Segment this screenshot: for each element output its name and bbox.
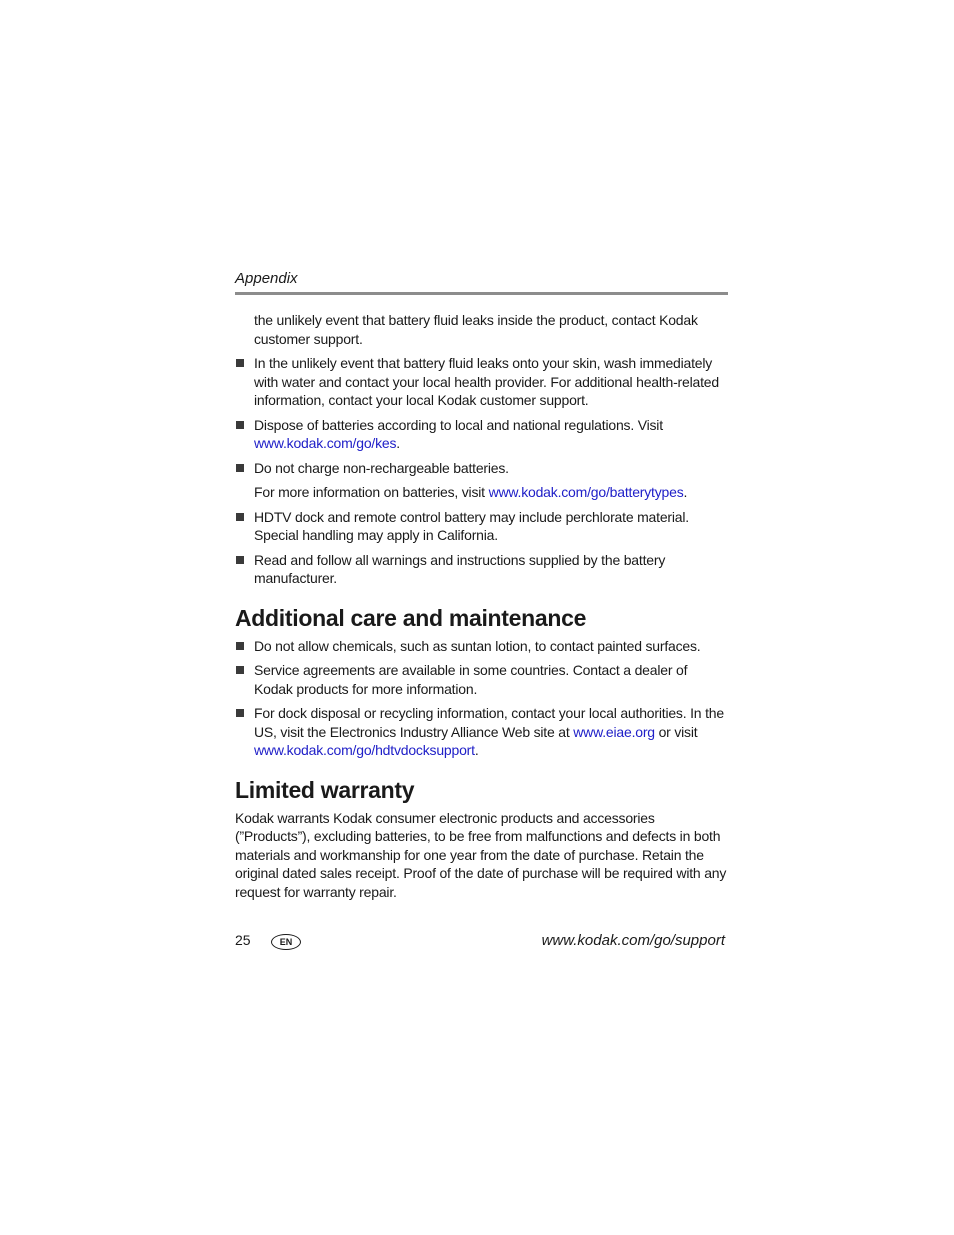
square-bullet-icon: [236, 556, 244, 564]
document-page: [235, 268, 728, 901]
list-item: [235, 354, 728, 410]
header-rule: [235, 292, 728, 295]
care-bullet-list: [235, 637, 728, 760]
list-item: [235, 508, 728, 545]
list-item: [235, 637, 728, 656]
list-item-text-middle: or visit: [654, 723, 698, 740]
battery-bullet-list: [235, 354, 728, 477]
list-item-text-end: .: [396, 435, 400, 451]
square-bullet-icon: [236, 464, 244, 472]
page-footer: [235, 930, 725, 954]
list-item-text: HDTV dock and remote control battery may include perchlorate material. Special handling may apply in California.: [254, 508, 689, 543]
warranty-paragraph: Kodak warrants Kodak consumer electronic products and accessories (”Products”), excluding batteries, to be free from malfunctions and defects in both materials and workmanship for one year from the date of purchase. Retain the original dated sales receipt. Proof of the date of purchase will be required with any request for warranty repair.: [235, 809, 727, 900]
battery-info-paragraph: [254, 483, 728, 502]
list-item-text: For dock disposal or recycling information, contact your local authorities. In the US, visit the Electronics Industry Alliance Web site at: [254, 705, 724, 740]
square-bullet-icon: [236, 642, 244, 650]
list-item-text: Do not charge non-rechargeable batteries.: [254, 459, 509, 476]
kes-link[interactable]: www.kodak.com/go/kes: [254, 435, 397, 451]
language-badge-icon: EN: [271, 934, 301, 950]
warranty-heading: Limited warranty: [235, 776, 415, 803]
list-item: [235, 704, 728, 760]
battery-info-text: For more information on batteries, visit: [254, 484, 489, 500]
square-bullet-icon: [236, 421, 244, 429]
list-item: [235, 661, 728, 698]
battery-info-text-end: .: [683, 484, 688, 500]
list-item-text: Read and follow all warnings and instructions supplied by the battery manufacturer.: [254, 551, 666, 586]
continuation-paragraph: the unlikely event that battery fluid leaks inside the product, contact Kodak customer support.: [254, 312, 698, 347]
battery-bullet-list-2: [235, 508, 728, 588]
list-item-text: Dispose of batteries according to local and national regulations. Visit: [254, 416, 663, 433]
batterytypes-link[interactable]: www.kodak.com/go/batterytypes: [488, 484, 684, 500]
page-number: 25: [235, 932, 251, 948]
list-item-text: In the unlikely event that battery fluid leaks onto your skin, wash immediately with water and contact your local health provider. For additional health-related information, contact your local Kodak customer support.: [254, 355, 719, 408]
support-url: www.kodak.com/go/support: [541, 932, 725, 949]
square-bullet-icon: [236, 666, 244, 674]
list-item: [235, 551, 728, 588]
care-heading: Additional care and maintenance: [235, 604, 587, 631]
hdtvdocksupport-link[interactable]: www.kodak.com/go/hdtvdocksupport: [254, 742, 475, 758]
list-item: [235, 416, 728, 453]
square-bullet-icon: [236, 359, 244, 367]
list-item-text: Do not allow chemicals, such as suntan lotion, to contact painted surfaces.: [254, 637, 701, 654]
list-item-text: Service agreements are available in some countries. Contact a dealer of Kodak products for more information.: [254, 662, 688, 697]
list-item: [235, 459, 728, 478]
eiae-link[interactable]: www.eiae.org: [573, 723, 655, 740]
running-header: Appendix: [235, 270, 298, 287]
list-item-text-end: .: [474, 742, 479, 758]
square-bullet-icon: [236, 709, 244, 717]
square-bullet-icon: [236, 513, 244, 521]
body-content: [235, 311, 728, 901]
